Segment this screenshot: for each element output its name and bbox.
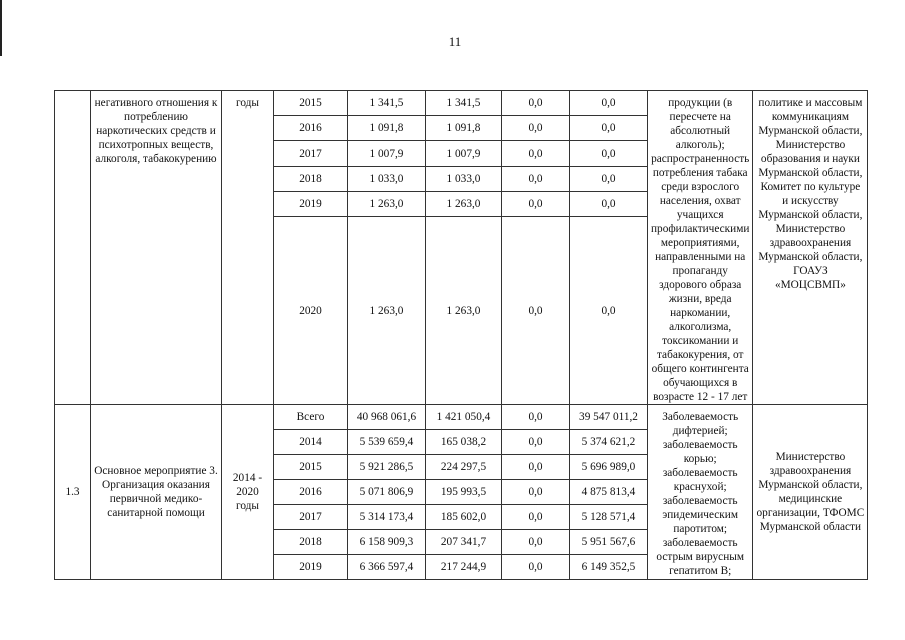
year-cell: 2018 [274,530,348,555]
regional-cell: 217 244,9 [426,555,502,580]
federal-cell: 0,0 [502,191,570,216]
year-cell: 2020 [274,217,348,405]
federal-cell: 0,0 [502,116,570,141]
year-cell: 2018 [274,166,348,191]
program-table [54,90,868,580]
regional-cell: 1 421 050,4 [426,405,502,430]
section-b-number: 1.3 [55,405,91,580]
section-a-number [55,91,91,405]
section-a-description: негативного отношения к потреблению наркотических средств и психотропных веществ, алкоголя, табакокурению [91,91,222,405]
other-cell: 39 547 011,2 [570,405,648,430]
total-cell: 5 314 173,4 [348,505,426,530]
section-b-description: Основное мероприятие 3. Организация оказания первичной медико-санитарной помощи [91,405,222,580]
total-cell: 1 007,9 [348,141,426,166]
total-cell: 5 539 659,4 [348,430,426,455]
section-a-indicator: продукции (в пересчете на абсолютный алкоголь); распространенность потребления табака среди взрослого населения, охват учащихся профилактическими мероприятиями, направленными на пропаганду здорового образа жизни, вреда наркомании, алкоголизма, токсикомании и табакокурения, от общего контингента обучающихся в возрасте 12 - 17 лет [648,91,753,405]
other-cell: 5 374 621,2 [570,430,648,455]
regional-cell: 1 033,0 [426,166,502,191]
regional-cell: 195 993,5 [426,480,502,505]
total-cell: 1 263,0 [348,217,426,405]
other-cell: 0,0 [570,217,648,405]
year-cell: 2014 [274,430,348,455]
year-cell: 2019 [274,555,348,580]
federal-cell: 0,0 [502,166,570,191]
section-b-executor: Министерство здравоохранения Мурманской области, медицинские организации, ТФОМС Мурманской области [753,405,868,580]
other-cell: 0,0 [570,116,648,141]
section-b-indicator: Заболеваемость дифтерией; заболеваемость корью; заболеваемость краснухой; заболеваемость эпидемическим паротитом; заболеваемость острым вирусным гепатитом В; [648,405,753,580]
other-cell: 0,0 [570,91,648,116]
regional-cell: 207 341,7 [426,530,502,555]
section-b-period: 2014 - 2020 годы [222,405,274,580]
other-cell: 0,0 [570,166,648,191]
section-a-executor: политике и массовым коммуникациям Мурманской области, Министерство образования и науки Мурманской области, Комитет по культуре и искусству Мурманской области, Министерство здравоохранения Мурманской области, ГОАУЗ «МОЦСВМП» [753,91,868,405]
federal-cell: 0,0 [502,505,570,530]
other-cell: 0,0 [570,191,648,216]
year-cell: 2015 [274,91,348,116]
total-cell: 1 263,0 [348,191,426,216]
regional-cell: 1 263,0 [426,191,502,216]
regional-cell: 185 602,0 [426,505,502,530]
year-cell: 2016 [274,116,348,141]
total-cell: 1 341,5 [348,91,426,116]
other-cell: 4 875 813,4 [570,480,648,505]
federal-cell: 0,0 [502,430,570,455]
year-cell: 2017 [274,505,348,530]
year-cell: 2017 [274,141,348,166]
regional-cell: 1 091,8 [426,116,502,141]
regional-cell: 1 341,5 [426,91,502,116]
total-cell: 5 921 286,5 [348,455,426,480]
total-cell: 5 071 806,9 [348,480,426,505]
total-cell: 1 033,0 [348,166,426,191]
year-cell: 2015 [274,455,348,480]
federal-cell: 0,0 [502,555,570,580]
regional-cell: 165 038,2 [426,430,502,455]
regional-cell: 1 263,0 [426,217,502,405]
total-cell: 6 158 909,3 [348,530,426,555]
other-cell: 0,0 [570,141,648,166]
total-cell: 1 091,8 [348,116,426,141]
total-cell: 40 968 061,6 [348,405,426,430]
federal-cell: 0,0 [502,91,570,116]
page-edge-mark [0,0,2,56]
regional-cell: 224 297,5 [426,455,502,480]
federal-cell: 0,0 [502,141,570,166]
year-cell: 2016 [274,480,348,505]
other-cell: 5 696 989,0 [570,455,648,480]
section-b-body [55,405,868,580]
federal-cell: 0,0 [502,530,570,555]
page-number: 11 [448,34,462,49]
federal-cell: 0,0 [502,480,570,505]
other-cell: 5 951 567,6 [570,530,648,555]
section-a-period: годы [222,91,274,405]
year-cell: Всего [274,405,348,430]
regional-cell: 1 007,9 [426,141,502,166]
section-a-body [55,91,868,405]
federal-cell: 0,0 [502,217,570,405]
federal-cell: 0,0 [502,455,570,480]
federal-cell: 0,0 [502,405,570,430]
year-cell: 2019 [274,191,348,216]
total-cell: 6 366 597,4 [348,555,426,580]
other-cell: 5 128 571,4 [570,505,648,530]
other-cell: 6 149 352,5 [570,555,648,580]
